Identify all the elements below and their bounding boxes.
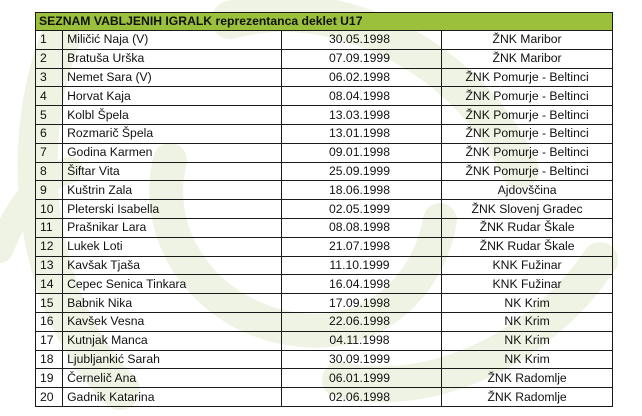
birth-date: 11.10.1999	[281, 256, 441, 275]
club-name: NK Krim	[442, 350, 613, 369]
player-name: Šiftar Vita	[63, 162, 282, 181]
club-name: Ajdovščina	[442, 181, 613, 200]
birth-date: 25.09.1999	[281, 162, 441, 181]
table-row	[36, 218, 613, 237]
table-row	[36, 143, 613, 162]
table-title: SEZNAM VABLJENIH IGRALK reprezentanca deklet U17	[36, 13, 613, 31]
table-row	[36, 200, 613, 219]
table-row	[36, 388, 613, 407]
table-row	[36, 49, 613, 68]
table-title-row	[36, 13, 613, 31]
row-number: 12	[36, 237, 63, 256]
row-number: 7	[36, 143, 63, 162]
birth-date: 16.04.1998	[281, 275, 441, 294]
row-number: 20	[36, 388, 63, 407]
player-list-table	[35, 12, 613, 407]
row-number: 2	[36, 49, 63, 68]
club-name: ŽNK Rudar Škale	[442, 218, 613, 237]
row-number: 5	[36, 106, 63, 125]
birth-date: 07.09.1999	[281, 49, 441, 68]
birth-date: 02.05.1999	[281, 200, 441, 219]
club-name: ŽNK Radomlje	[442, 369, 613, 388]
club-name: ŽNK Pomurje - Beltinci	[442, 106, 613, 125]
club-name: ŽNK Radomlje	[442, 388, 613, 407]
row-number: 17	[36, 331, 63, 350]
player-name: Horvat Kaja	[63, 87, 282, 106]
player-name: Kavšak Tjaša	[63, 256, 282, 275]
birth-date: 30.09.1999	[281, 350, 441, 369]
table-row	[36, 106, 613, 125]
birth-date: 08.08.1998	[281, 218, 441, 237]
table-row	[36, 68, 613, 87]
birth-date: 02.06.1998	[281, 388, 441, 407]
player-name: Bratuša Urška	[63, 49, 282, 68]
birth-date: 08.04.1998	[281, 87, 441, 106]
birth-date: 06.01.1999	[281, 369, 441, 388]
club-name: ŽNK Slovenj Gradec	[442, 200, 613, 219]
table-row	[36, 124, 613, 143]
player-name: Gadnik Katarina	[63, 388, 282, 407]
birth-date: 21.07.1998	[281, 237, 441, 256]
row-number: 15	[36, 294, 63, 313]
table-row	[36, 87, 613, 106]
player-name: Rozmarič Špela	[63, 124, 282, 143]
club-name: ŽNK Pomurje - Beltinci	[442, 124, 613, 143]
club-name: ŽNK Rudar Škale	[442, 237, 613, 256]
player-name: Godina Karmen	[63, 143, 282, 162]
table-row	[36, 369, 613, 388]
club-name: NK Krim	[442, 331, 613, 350]
table-row	[36, 350, 613, 369]
player-name: Prašnikar Lara	[63, 218, 282, 237]
birth-date: 18.06.1998	[281, 181, 441, 200]
birth-date: 22.06.1998	[281, 312, 441, 331]
birth-date: 13.03.1998	[281, 106, 441, 125]
club-name: ŽNK Maribor	[442, 49, 613, 68]
row-number: 14	[36, 275, 63, 294]
club-name: ŽNK Pomurje - Beltinci	[442, 143, 613, 162]
row-number: 8	[36, 162, 63, 181]
club-name: NK Krim	[442, 294, 613, 313]
club-name: NK Krim	[442, 312, 613, 331]
player-name: Lukek Loti	[63, 237, 282, 256]
table-row	[36, 31, 613, 50]
player-name: Pleterski Isabella	[63, 200, 282, 219]
row-number: 19	[36, 369, 63, 388]
table-row	[36, 294, 613, 313]
club-name: KNK Fužinar	[442, 275, 613, 294]
club-name: KNK Fužinar	[442, 256, 613, 275]
player-name: Ljubljankić Sarah	[63, 350, 282, 369]
row-number: 9	[36, 181, 63, 200]
table-row	[36, 331, 613, 350]
table-row	[36, 275, 613, 294]
birth-date: 13.01.1998	[281, 124, 441, 143]
row-number: 6	[36, 124, 63, 143]
row-number: 16	[36, 312, 63, 331]
table-row	[36, 162, 613, 181]
club-name: ŽNK Pomurje - Beltinci	[442, 68, 613, 87]
player-name: Cepec Senica Tinkara	[63, 275, 282, 294]
row-number: 1	[36, 31, 63, 50]
player-name: Kuštrin Zala	[63, 181, 282, 200]
table-row	[36, 256, 613, 275]
row-number: 11	[36, 218, 63, 237]
club-name: ŽNK Maribor	[442, 31, 613, 50]
birth-date: 09.01.1998	[281, 143, 441, 162]
row-number: 13	[36, 256, 63, 275]
birth-date: 06.02.1998	[281, 68, 441, 87]
birth-date: 30.05.1998	[281, 31, 441, 50]
row-number: 4	[36, 87, 63, 106]
player-name: Babnik Nika	[63, 294, 282, 313]
row-number: 10	[36, 200, 63, 219]
player-name: Kolbl Špela	[63, 106, 282, 125]
table-row	[36, 312, 613, 331]
club-name: ŽNK Pomurje - Beltinci	[442, 162, 613, 181]
club-name: ŽNK Pomurje - Beltinci	[442, 87, 613, 106]
birth-date: 17.09.1998	[281, 294, 441, 313]
player-name: Kutnjak Manca	[63, 331, 282, 350]
player-name: Nemet Sara (V)	[63, 68, 282, 87]
row-number: 18	[36, 350, 63, 369]
table-row	[36, 181, 613, 200]
player-name: Kavšek Vesna	[63, 312, 282, 331]
row-number: 3	[36, 68, 63, 87]
table-row	[36, 237, 613, 256]
player-name: Černelič Ana	[63, 369, 282, 388]
player-name: Miličić Naja (V)	[63, 31, 282, 50]
birth-date: 04.11.1998	[281, 331, 441, 350]
